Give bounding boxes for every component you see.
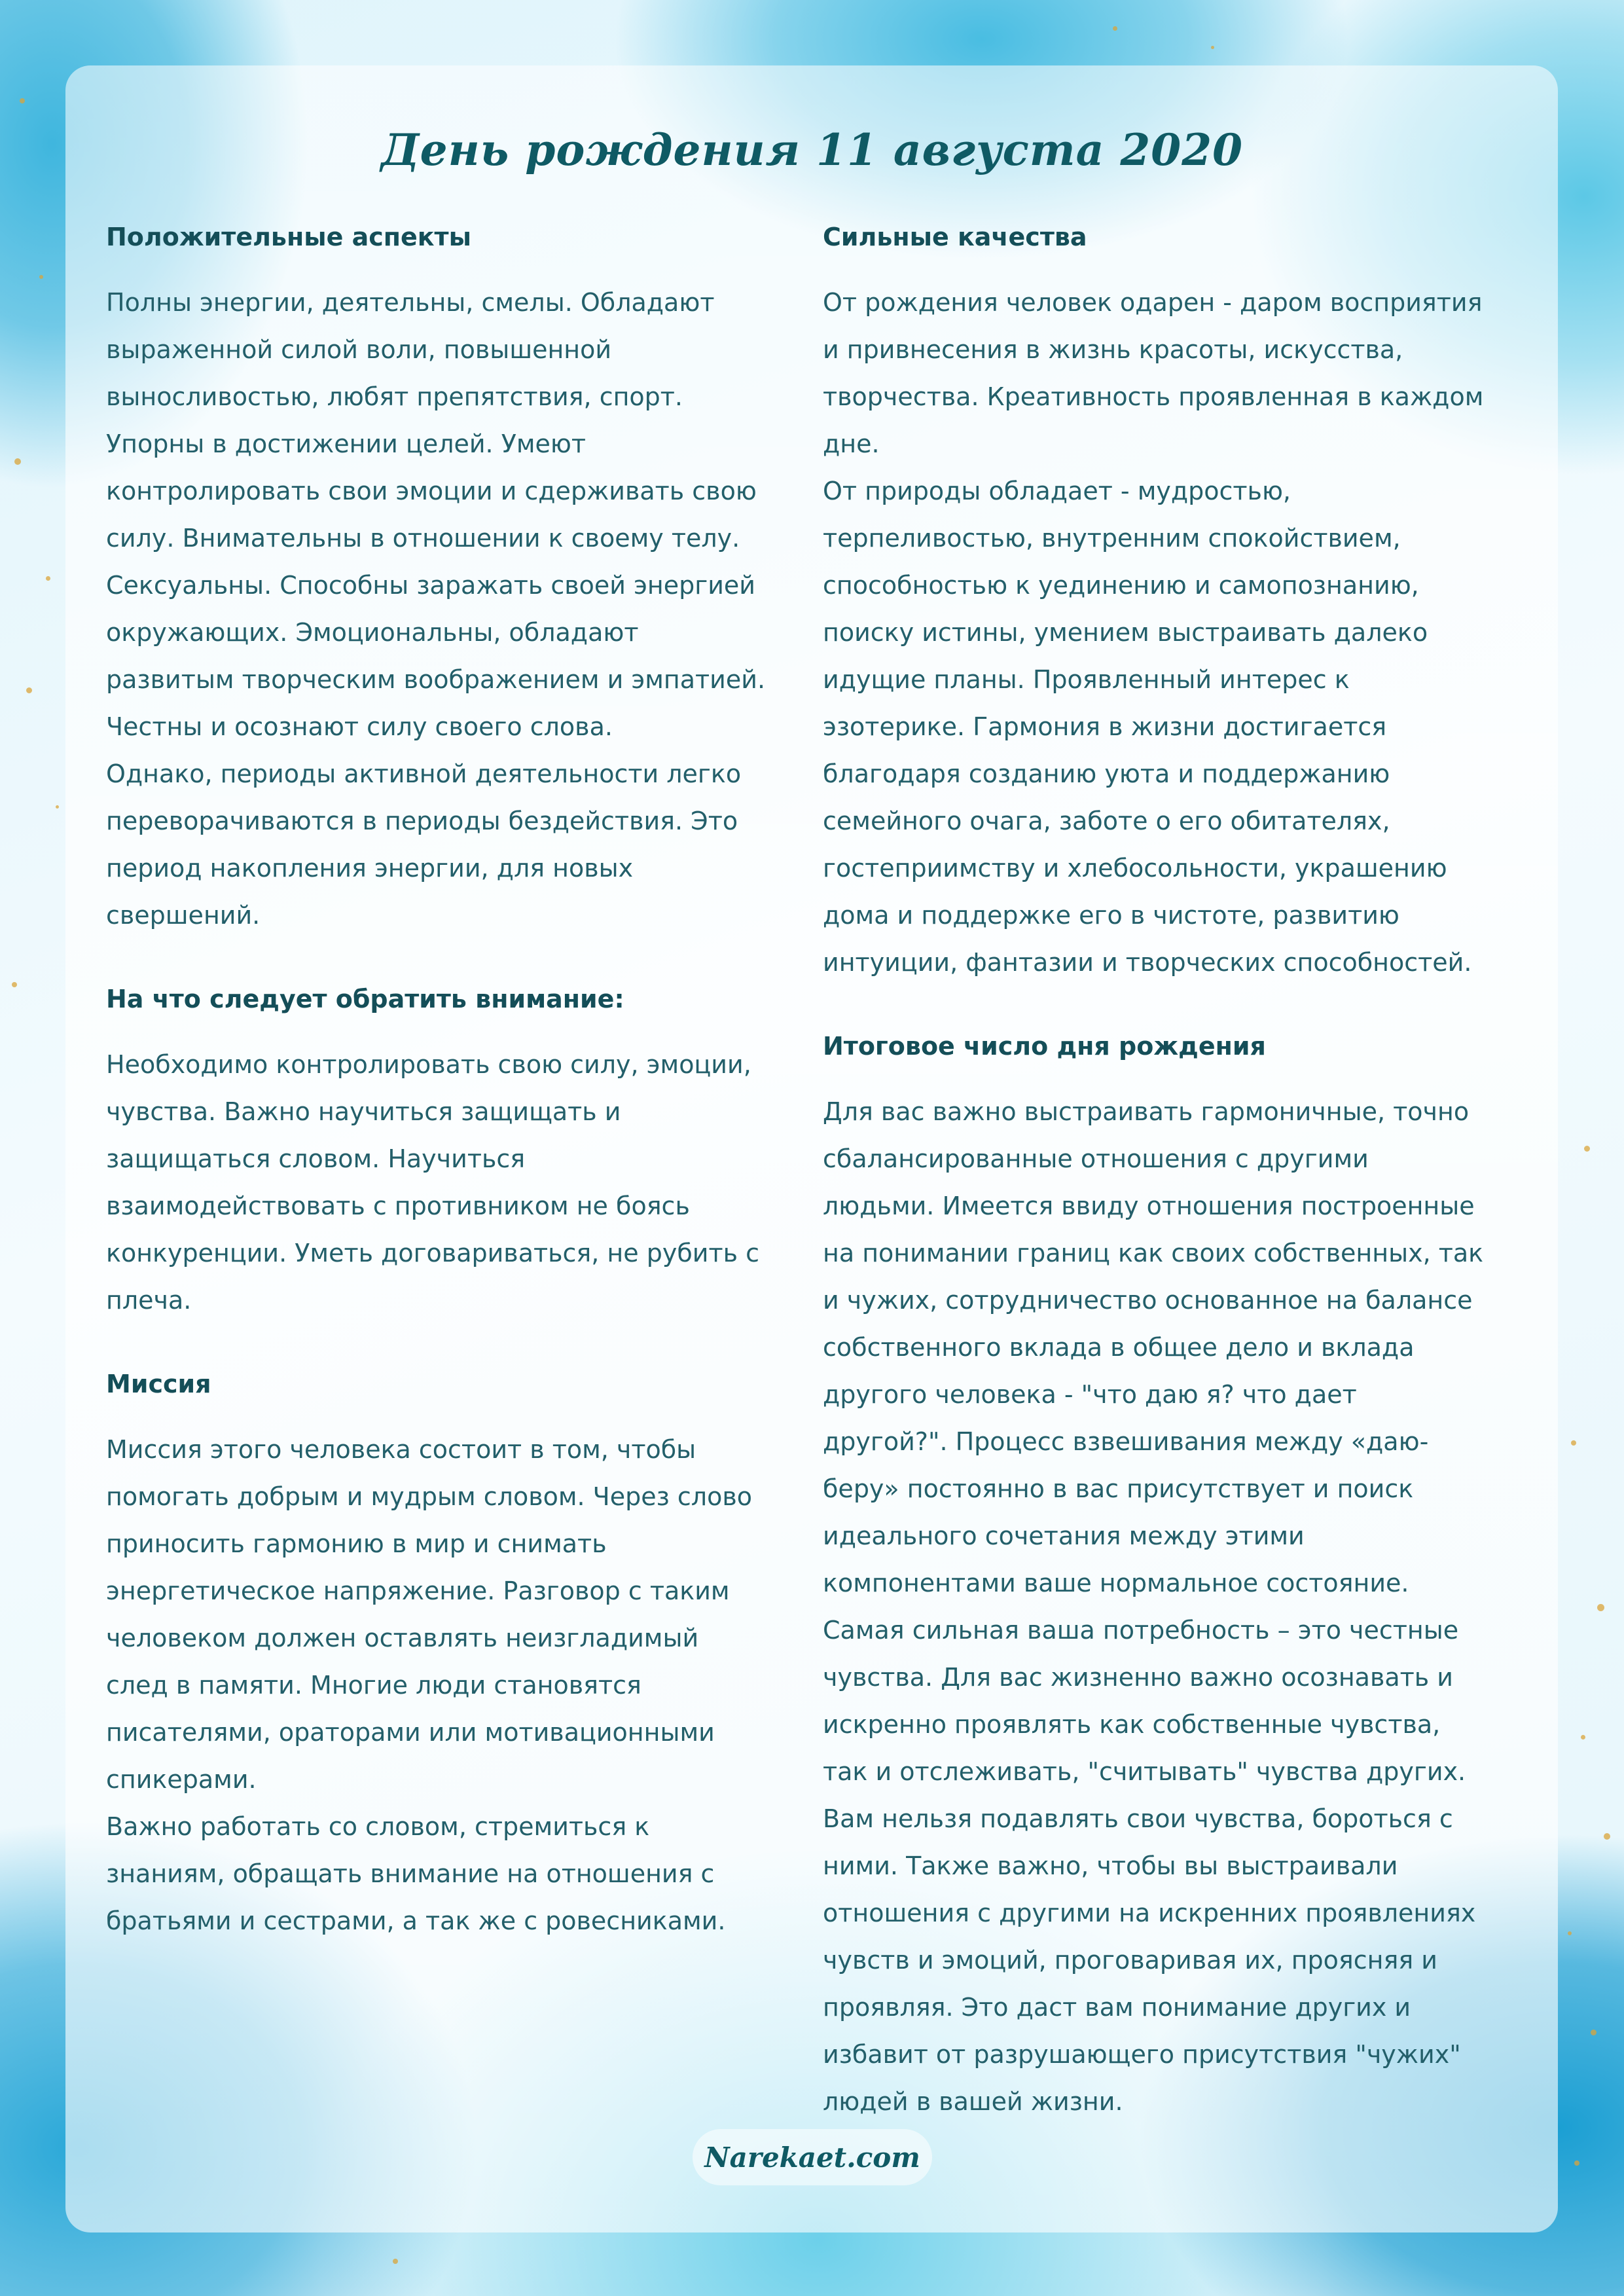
section-text: Для вас важно выстраивать гармоничные, точно сбалансированные отношения с другими людьми. Имеется ввиду отношения построенные на понимании границ как своих собственных, так и чужих, сотрудничество основанное на балансе собственного вклада в общее дело и вклада другого человека - "что даю я? что дает другой?". Процесс взвешивания между «даю-беру» постоянно в вас присутствует и поиск идеального сочетания между этими компонентами ваше нормальное состояние. Самая сильная ваша потребность – это честные чувства. Для вас жизненно важно осознавать и искренно проявлять как собственные чувства, так и отслеживать, "считывать" чувства других. Вам нельзя подавлять свои чувства, бороться с ними. Также важно, чтобы вы выстраивали отношения с другими на искренних проявлениях чувств и эмоций, проговаривая их, проясняя и проявляя. Это даст вам понимание других и избавит от разрушающего присутствия "чужих" людей в вашей жизни. [823, 1097, 1484, 2116]
section-text: Необходимо контролировать свою силу, эмоции, чувства. Важно научиться защищать и защищаться словом. Научиться взаимодействовать с противником не боясь конкуренции. Уметь договариваться, не рубить с плеча. [106, 1050, 759, 1315]
section-heading: Сильные качества [823, 223, 1087, 251]
section-strong-qualities [823, 223, 1484, 986]
section-attention [106, 985, 767, 1324]
section-heading: На что следует обратить внимание: [106, 985, 624, 1013]
section-heading: Миссия [106, 1370, 211, 1398]
section-text: Миссия этого человека состоит в том, чтобы помогать добрым и мудрым словом. Через слово приносить гармонию в мир и снимать энергетическое напряжение. Разговор с таким человеком должен оставлять неизгладимый след в памяти. Многие люди становятся писателями, ораторами или мотивационными спикерами. Важно работать со словом, стремиться к знаниям, обращать внимание на отношения с братьями и сестрами, а так же с ровесниками. [106, 1435, 752, 1935]
footer-site-link[interactable]: Narekaet.com [693, 2129, 932, 2185]
page-title: День рождения 11 августа 2020 [380, 124, 1244, 175]
right-column [823, 223, 1484, 2171]
section-heading: Итоговое число дня рождения [823, 1032, 1266, 1061]
left-column [106, 223, 767, 1990]
section-total-number [823, 1032, 1484, 2125]
section-positive-aspects [106, 223, 767, 939]
section-text: От рождения человек одарен - даром восприятия и привнесения в жизнь красоты, искусства, творчества. Креативность проявленная в каждом дне. От природы обладает - мудростью, терпеливостью, внутренним спокойствием, способностью к уединению и самопознанию, поиску истины, умением выстраивать далеко идущие планы. Проявленный интерес к эзотерике. Гармония в жизни достигается благодаря созданию уюта и поддержанию семейного очага, заботе о его обитателях, гостеприимству и хлебосольности, украшению дома и поддержке его в чистоте, развитию интуиции, фантазии и творческих способностей. [823, 288, 1484, 977]
section-heading: Положительные аспекты [106, 223, 471, 251]
section-mission [106, 1370, 767, 1944]
section-text: Полны энергии, деятельны, смелы. Обладают выраженной силой воли, повышенной выносливостью, любят препятствия, спорт. Упорны в достижении целей. Умеют контролировать свои эмоции и сдерживать свою силу. Внимательны в отношении к своему телу. Сексуальны. Способны заражать своей энергией окружающих. Эмоциональны, обладают развитым творческим воображением и эмпатией. Честны и осознают силу своего слова. Однако, периоды активной деятельности легко переворачиваются в периоды бездействия. Это период накопления энергии, для новых свершений. [106, 288, 766, 930]
